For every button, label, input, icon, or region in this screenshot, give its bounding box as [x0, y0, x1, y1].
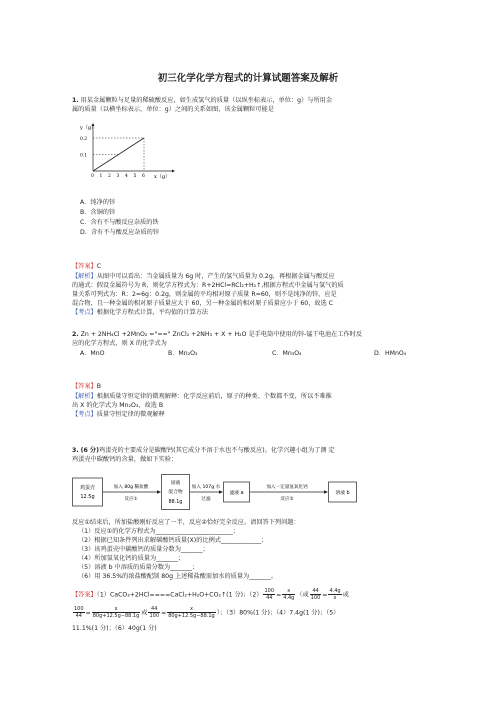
fraction	[167, 606, 216, 619]
fraction	[92, 606, 141, 619]
q1-graph	[80, 121, 180, 181]
fraction	[282, 588, 295, 601]
frac-num: 100	[264, 588, 275, 594]
frac-den: 80g+12.5g−88.1g	[168, 613, 215, 619]
kp-text: 根据化学方程式计算，平均值的计算方法	[96, 309, 209, 316]
equals-sign: =	[276, 591, 282, 599]
x-axis-label: x（g）	[154, 174, 171, 180]
frac-num: 4.4g	[329, 588, 341, 594]
analysis-text: 从图中可以看出：当金属质量为 6g 时，产生的氢气质量为 0.2g，再根据金属与酸反应	[96, 273, 335, 280]
x-axis-arrow	[172, 170, 175, 173]
q1-analysis-line3: 量关系可列式为：R：2=6g：0.2g，则金属的平均相对原子质量 R=60，则不是纯净的锌，应是	[72, 291, 337, 298]
frac-den: 44	[266, 595, 273, 601]
q3-score: (6 分)	[80, 447, 99, 454]
q2-option-c: C．Mn₃O₄	[272, 350, 302, 357]
y-tick-01: 0.1	[80, 153, 88, 159]
analysis-tag: 【解析】	[72, 273, 97, 280]
frac-den: 100	[149, 613, 159, 619]
frac-num: x	[282, 588, 295, 595]
x-tick-1: 1	[99, 174, 103, 179]
q3-answer-line1	[72, 588, 349, 601]
flow-box-eggshell	[73, 478, 103, 506]
frac-den: 44	[75, 613, 82, 619]
q3-stem-line1	[72, 446, 335, 455]
q3-sub-6: （6）用 36.5%的浓盐酸配制 80g 上述稀盐酸需加水的质量为_______。	[78, 573, 278, 580]
q3-paragraph: 反应①结束后，所加盐酸刚好反应了一半，反应②恰好完全反应。请回答下列问题：	[72, 519, 300, 526]
frac-den: 100	[310, 595, 321, 601]
flow-box3-label: 滤液 a	[229, 491, 244, 496]
fraction	[310, 588, 322, 601]
kp-tag: 【考点】	[72, 411, 97, 418]
q1-answer	[72, 262, 101, 271]
q1-stem-line1	[72, 96, 332, 105]
q1-number: 1.	[72, 97, 79, 104]
q3-flowchart	[72, 474, 372, 514]
flow-step3-bottom: 反应②	[280, 497, 294, 502]
q1-line1-text: 用某金属颗粒与足量的稀硫酸反应，如生成氢气的质量（以纵坐标表示，单位：g）与所用金	[80, 97, 333, 104]
or-text: （或	[296, 591, 309, 599]
q2-analysis-line1	[72, 392, 332, 401]
x-tick-5: 5	[133, 174, 137, 179]
q2-analysis-line2: 出 X 的化学式为 Mn₂O₃，故选 B	[72, 402, 164, 409]
flow-box1-line2: 12.5g	[80, 494, 95, 500]
equals-sign: =	[85, 609, 91, 617]
kp-tag: 【考点】	[72, 309, 97, 316]
or-text: 或	[141, 609, 148, 617]
x-tick-4: 4	[125, 174, 128, 179]
q1-option-c: C．含有不与酸反应杂质的铁	[80, 219, 159, 226]
q3-sub-1: （1）反应①的化学方程式为_________________________；	[78, 528, 240, 535]
fraction	[263, 588, 275, 601]
q3-sub-3: （3）该鸡蛋壳中碳酸钙的质量分数为_______；	[78, 546, 209, 553]
flow-box4-label: 溶液 b	[335, 491, 350, 496]
frac-num: x	[92, 606, 141, 613]
q2-option-d: D．HMnO₄	[374, 350, 407, 357]
q2-knowledge-point	[72, 410, 165, 419]
answer-tag: 【答案】	[72, 263, 97, 270]
q3-sub-5: （5）溶液 b 中溶质的质量分数为_______；	[78, 564, 199, 571]
flow-box2-line1: 固液	[170, 481, 181, 486]
x-tick-0: 0	[91, 174, 94, 179]
fraction	[148, 606, 160, 619]
fraction	[328, 588, 341, 601]
or-text: 或	[342, 591, 349, 599]
frac-num: 44	[310, 588, 322, 595]
q1-option-b: B．含铜的锌	[80, 209, 116, 216]
analysis-tag: 【解析】	[72, 393, 97, 400]
answer-part1: （1）CaCO₃+2HCl====CaCl₂+H₂O+CO₂↑(1 分)；（2）	[96, 591, 263, 599]
q1-analysis-line4: 混合物，且一种金属的相对原子质量应大于 60，另一种金属的相对原子质量应小于 60，故选 C	[72, 300, 334, 307]
q1-option-d: D．含有不与酸反应杂质的锌	[80, 229, 160, 236]
page-title: 初三化学化学方程式的计算试题答案及解析	[157, 73, 339, 84]
frac-num: 44	[148, 606, 160, 613]
q2-option-b: B．Mn₂O₃	[168, 350, 198, 357]
flow-arrowhead-1	[157, 490, 161, 494]
fraction	[73, 606, 85, 619]
q2-stem-line2: 应的化学方程式，则 X 的化学式为	[72, 340, 167, 347]
answer-tag: 【答案】	[72, 383, 97, 390]
flow-box2-line2: 混合物	[168, 490, 183, 495]
q2-option-a: A．MnO	[80, 350, 105, 357]
x-tick-2: 2	[108, 174, 111, 179]
q1-knowledge-point	[72, 308, 208, 317]
flow-box2-line3: 88.1g	[168, 500, 183, 505]
q1-option-a: A．纯净的锌	[80, 199, 116, 206]
y-tick-02: 0.2	[80, 137, 88, 142]
q1-stem-line2: 属的质量（以横坐标表示，单位：g）之间的关系如图，该金属颗粒可能是	[72, 106, 274, 113]
flow-step2-bottom: 过滤	[201, 497, 211, 502]
q3-answer-line2	[72, 606, 339, 619]
flow-step2-top: 加入 107g 水	[191, 485, 221, 490]
flow-arrowhead-2	[219, 490, 223, 494]
analysis-text: 根据质量守恒定律的微观解释：化学反应前后，原子的种类、个数都不变，所以不难推	[96, 393, 332, 400]
q2-line1-text: Zn + 2NH₄Cl +2MnO₂ ="==" ZnCl₂ +2NH₃ + X + H₂O 是手电筒中使用的锌-锰干电池在工作时反	[80, 331, 363, 338]
q3-answer-line3: 11.1%(1 分)；（6）40g(1 分)	[72, 625, 157, 632]
q3-number: 3.	[72, 447, 79, 454]
frac-den: 80g+12.5g−88.1g	[92, 613, 140, 619]
q3-sub-4: （4）所加氢氧化钙的质量为_______；	[78, 555, 185, 562]
frac-num: 100	[74, 606, 84, 612]
q1-analysis-line2: 的通式：假设金属符号为 R，则化学方程式为：R+2HCl=RCl₂+H₂↑,根据方程式中金属与氢气的质	[72, 282, 344, 289]
y-axis-label: y（g）	[80, 125, 97, 131]
answer-tag: 【答案】	[72, 591, 97, 599]
x-tick-3: 3	[116, 174, 120, 179]
q3-sub-2: （2）根据已知条件列出求解碳酸钙质量(X)的比例式_____________；	[78, 537, 268, 544]
frac-num: x	[167, 606, 216, 613]
frac-den: 4.4g	[283, 595, 295, 601]
q2-answer	[72, 382, 101, 391]
kp-text: 质量守恒定律的微观解释	[96, 411, 165, 418]
flow-step3-top: 加入一定量氢氧化钙	[266, 485, 308, 490]
frac-den: x	[333, 595, 337, 601]
answer-value: B	[96, 383, 101, 390]
x-tick-6: 6	[142, 174, 145, 179]
flow-step1-bottom: 反应①	[124, 497, 138, 502]
equals-sign: =	[322, 591, 328, 599]
answer-part2: ）；（3）80%(1 分)；（4）7.4g(1 分)；（5）	[216, 609, 340, 617]
q2-stem-line1	[72, 330, 362, 339]
flow-box1-line1: 鸡蛋壳	[79, 485, 96, 491]
equals-sign: =	[161, 609, 167, 617]
q2-number: 2.	[72, 331, 79, 338]
flow-arrowhead-3	[324, 490, 328, 494]
q3-stem-line2: 鸡蛋壳中碳酸钙的含量，做如下实验：	[72, 456, 178, 463]
q3-line1-text: 鸡蛋壳的主要成分是碳酸钙(其它成分不溶于水也不与酸反应)。化学兴趣小组为了测 定	[98, 447, 335, 454]
answer-value: C	[96, 263, 102, 270]
q1-analysis-line1	[72, 272, 335, 281]
flow-step1-top: 加入 80g 稀盐酸	[113, 485, 149, 490]
